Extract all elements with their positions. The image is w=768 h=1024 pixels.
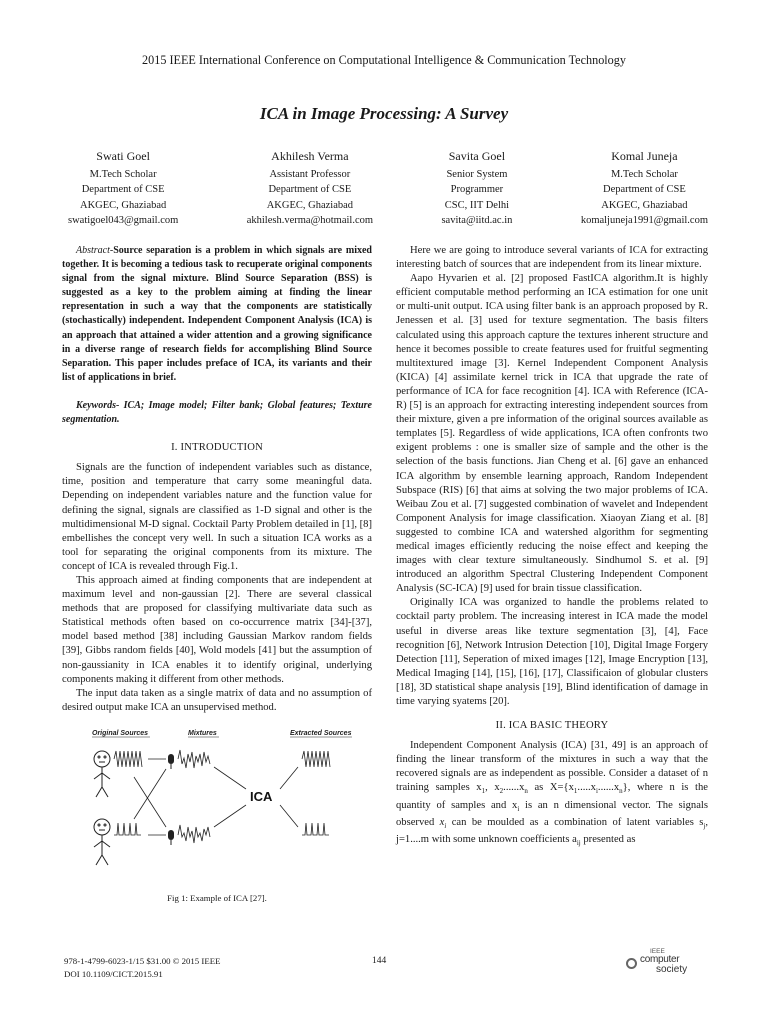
label-mixtures: Mixtures [188, 729, 217, 737]
page-number: 144 [372, 956, 387, 966]
author-1 [68, 149, 178, 228]
author-title: M.Tech Scholar [610, 169, 678, 181]
author-block [68, 149, 708, 228]
body-paragraph: Here we are going to introduce several variants of ICA for extracting interesting batch of sources that are independent from its linear mixture. [396, 245, 708, 271]
section2-paragraph: Independent Component Analysis (ICA) [31, 49] is an approach of finding the linear transform of the mixtures in such a way that the recovered signals are as independent as possible. Consider a dataset of n training samples $x_1$, $x_2......x_n$ as $X=\{x_1.....x_i......x_n\}$, where n is the quantity of samples and $x_i$ is an n dimensional vector. The signals observed $x_i$ can be moulded as a combination of latent variables $s_j$, j=1....m with some unknown coefficients $a_{ij}$ presented as [396, 740, 708, 848]
ica-diagram [62, 727, 372, 887]
author-email[interactable]: komaljuneja1991@gmail.com [580, 214, 708, 226]
author-dept: Department of CSE [268, 184, 352, 196]
abstract-label: Abstract- [76, 245, 114, 256]
author-dept: Department of CSE [602, 184, 686, 196]
author-email[interactable]: akhilesh.verma@hotmail.com [246, 214, 374, 226]
mixture-signal-2 [178, 825, 210, 843]
author-dept: Department of CSE [81, 184, 165, 196]
author-4 [581, 149, 708, 228]
abstract-text: Source separation is a problem in which signals are mixed together. It is becoming a tedious task to recuperate original components signal from the signal mixture. Blind Source Separation (BSS) is suggested as a key to the problem aiming at finding the linear representation in such a way that the components are statistically (stochastically) independent. Independent Component Analysis (ICA) is an approach that attained a wider attention and a growing significance in a diverse range of research fields for accomplishing Blind Source Separation. This paper includes preface of ICA, its variants and their list of applications in brief. [62, 245, 372, 383]
microphone-icon [168, 830, 174, 845]
microphone-icon [168, 754, 174, 769]
right-column [396, 244, 708, 850]
author-email[interactable]: savita@iitd.ac.in [441, 214, 513, 226]
ica-label: ICA [250, 788, 273, 804]
figure-caption: Fig 1: Example of ICA [27]. [167, 892, 267, 903]
section-heading-ica-basic-theory: II. ICA BASIC THEORY [495, 720, 609, 732]
author-2 [247, 149, 373, 228]
figure-ica-example [62, 727, 372, 887]
section-heading-introduction: I. INTRODUCTION [171, 442, 263, 454]
conference-header: 2015 IEEE International Conference on Computational Intelligence & Communication Technology [142, 53, 626, 67]
footer-doi[interactable]: DOI 10.1109/CICT.2015.91 [64, 968, 163, 979]
label-original-sources: Original Sources [92, 729, 149, 737]
extracted-signal-2 [302, 823, 329, 835]
label-extracted-sources: Extracted Sources [290, 729, 352, 737]
author-affil: AKGEC, Ghaziabad [266, 199, 354, 211]
footer-copyright [64, 955, 220, 980]
person-icon [94, 819, 110, 865]
mixture-signal-1 [178, 750, 210, 768]
author-title: M.Tech Scholar [89, 169, 157, 181]
author-name: Akhilesh Verma [271, 149, 349, 163]
author-name: Komal Juneja [611, 149, 678, 163]
intro-paragraph: This approach aimed at finding components that are independent at maximum level and non-gaussian [2]. There are several classical methods that are proposed for classifying multivariate data such as Statistical methods often based on co-occurrence matrix [34]-[37], model based method [38] including Gaussian Markov random fields [39], Gibbs random fields [40], Wold models [41] but the assumption of non-gaussianity in ICA enables it to identify original, underlying components making it different from other methods. [62, 574, 372, 685]
abstract [62, 244, 372, 385]
author-affil: CSC, IIT Delhi [444, 199, 510, 211]
ieee-computer-society-logo: IEEE computer society [626, 948, 706, 978]
paper-title: ICA in Image Processing: A Survey [259, 104, 509, 123]
author-email[interactable]: swatigoel043@gmail.com [68, 214, 179, 226]
author-name: Swati Goel [96, 149, 150, 163]
author-dept: Programmer [450, 184, 504, 196]
keywords: Keywords- ICA; Image model; Filter bank; Global features; Texture segmentation. [62, 399, 372, 426]
intro-paragraph: The input data taken as a single matrix of data and no assumption of desired output make ICA an unsupervised method. [62, 687, 372, 713]
intro-paragraph: Signals are the function of independent variables such as distance, time, position and temperature that carry some meaningful data. Depending on independent variables nature and the function value for defining the signal, signals are classified as 1-D signal and other is the multidimensional M-D signal. Cocktail Party Problem detailed in [1], [8] embellishes the concept very well. In such a situation ICA works as a tool for separating the original components from its mixture. The concept of ICA is revealed through Fig.1. [62, 462, 372, 572]
source-signal-1 [114, 751, 142, 767]
author-affil: AKGEC, Ghaziabad [601, 199, 688, 211]
source-signal-2 [114, 823, 141, 835]
body-paragraph: Aapo Hyvarien et al. [2] proposed FastICA algorithm.It is highly efficient computable method performing an ICA estimation for one unit or multi-unit output. ICA using filter bank is an approach proposed by R. Jenessen et al. [3] used for texture segmentation. The basis filters calculated using this approach capture the textures inherent structure and hence it becomes possible to create features used for fruitful segmenting multitextured image [3]. Kernel Independent Component Analysis (KICA) [4] assimilate kernel trick in ICA that upgrade the rate of performance of ICA for face recognition [4]. ICA with Reference (ICA-R) [5] is an approach for extracting interesting independent sources from their mixture, given a pre information of the original sources available as templates [5]. Regardless of wide applications, ICA often confronts two exigent problems : one is smaller size of sample and the other is the selection of the basis functions. Jian Cheng et al. [6] gave an enhanced ICA algorithm by ensemble learning approach, Random Independent Subspace (RIS) [6] that aims at solving the two major problems of ICA. Weibau Zou et al. [7] suggested combination of wavelet and Independent Component Analysis for image classification. Xiaoyan Ziang et al. [8] suggested to combine ICA and watershed algorithm for segmenting medical images efficiently reducing the noise effect and keeping the images with clear texture simultaneously. Sindhumol S. et al. [9] introduced an algorithm Spectral Clustering Independent Component Analysis (SC-ICA) [9] used for brain tissue classification. [396, 273, 708, 595]
author-affil: AKGEC, Ghaziabad [79, 199, 167, 211]
person-icon [94, 751, 110, 797]
author-name: Savita Goel [448, 149, 506, 163]
author-title: Senior System [446, 169, 508, 181]
author-3 [441, 149, 512, 228]
extracted-signal-1 [302, 751, 330, 767]
left-column [62, 244, 372, 905]
author-title: Assistant Professor [269, 169, 351, 181]
logo-circle-icon [626, 958, 637, 969]
body-paragraph: Originally ICA was organized to handle the problems related to cocktail party problem. The increasing interest in ICA made the model useful in diverse areas like texture segmentation [3], [4], Face recognition [6], Network Intrusion Detection [10], Digital Image Forgery Detection [11], Seperation of mixed images [12], Image Encryption [13], Medical Imaging [14], [15], [16], [17], Classificaion of globular clusters [18], 3D statistical shape analysis [19], Blind identification of damage in time varying syatems [20]. [396, 597, 708, 707]
footer-isbn: 978-1-4799-6023-1/15 $31.00 © 2015 IEEE [64, 956, 221, 966]
